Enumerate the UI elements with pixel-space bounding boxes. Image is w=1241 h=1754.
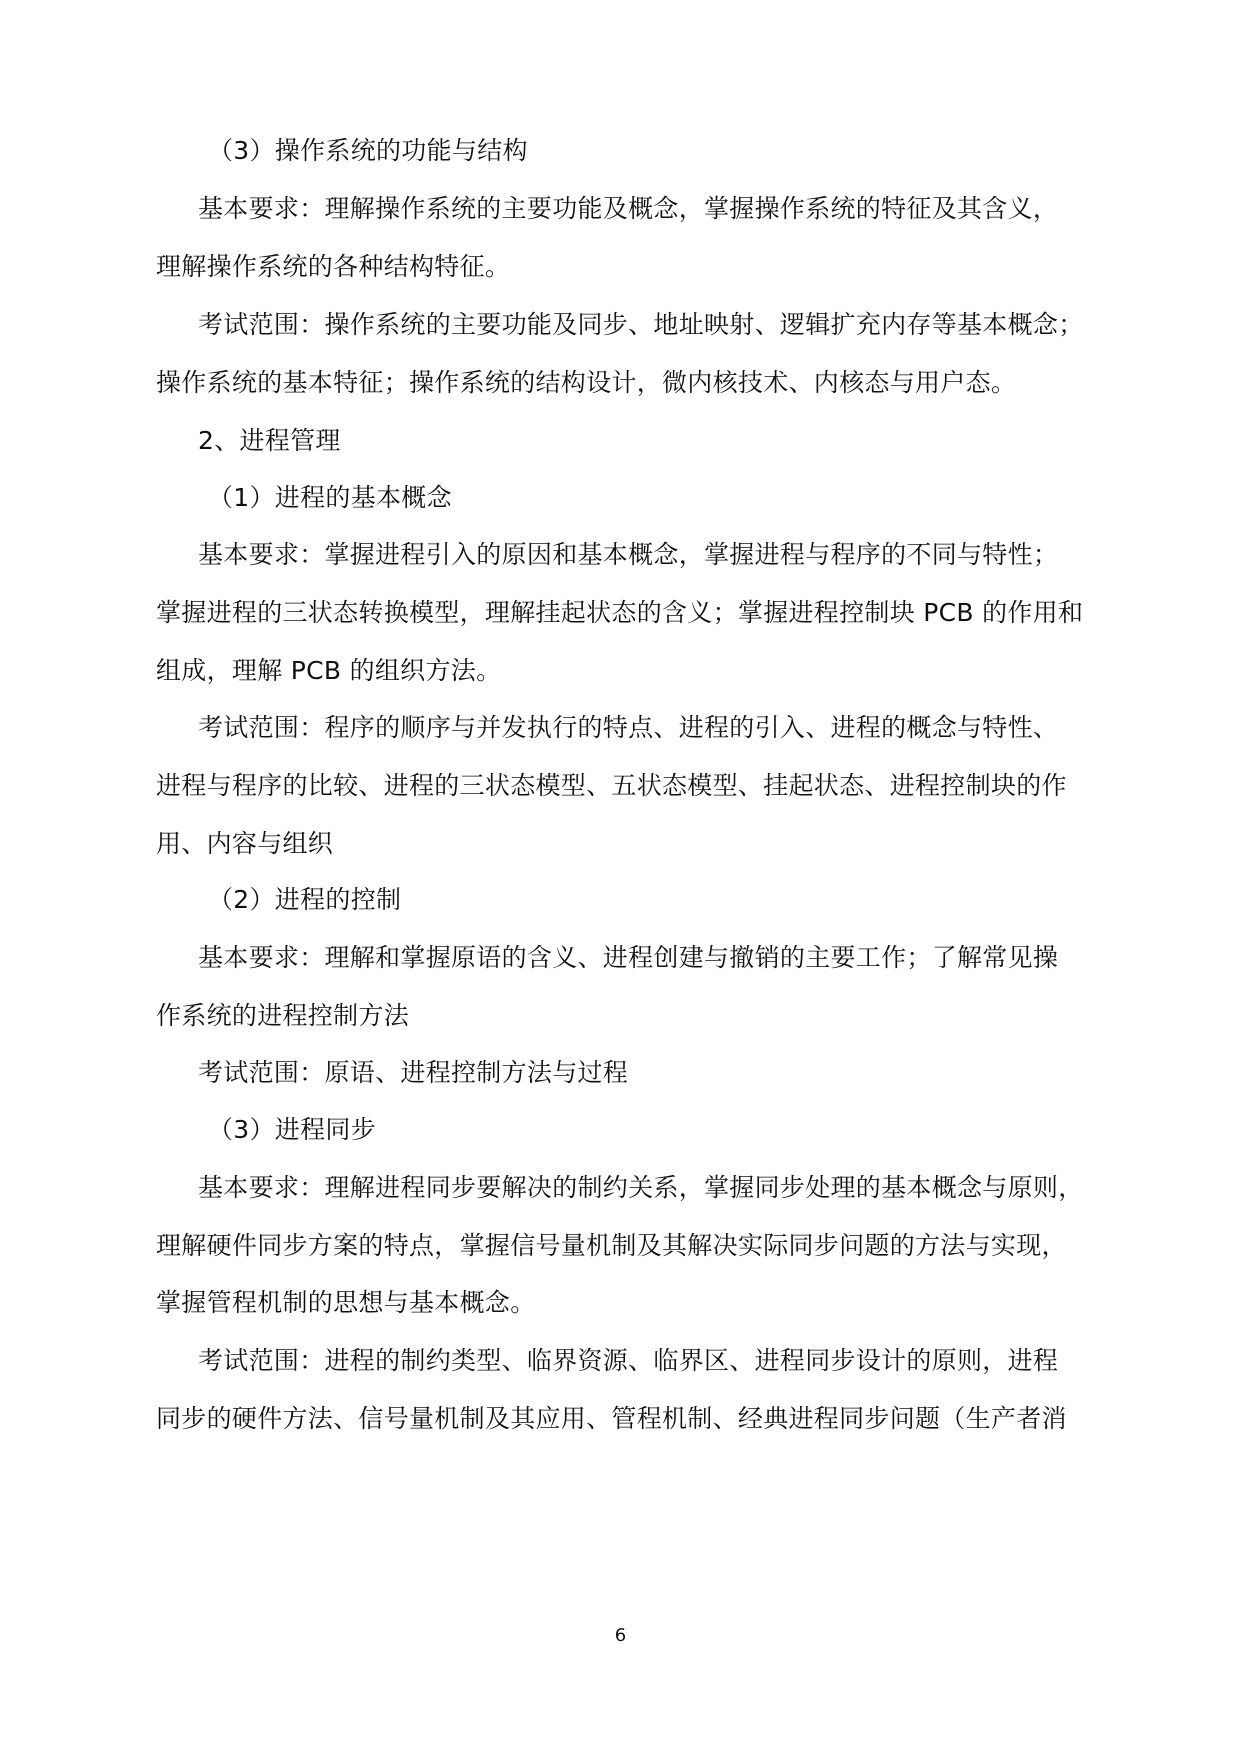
paragraph-line: 理解硬件同步方案的特点，掌握信号量机制及其解决实际同步问题的方法与实现， (156, 1231, 1067, 1260)
paragraph-line: 作系统的进程控制方法 (156, 1001, 410, 1030)
paragraph-line: 用、内容与组织 (156, 829, 334, 858)
paragraph-line: 掌握进程的三状态转换模型，理解挂起状态的含义；掌握进程控制块 PCB 的作用和 (156, 598, 1084, 627)
heading-process-control: （2）进程的控制 (208, 885, 402, 914)
heading-process-basic-concepts: （1）进程的基本概念 (208, 483, 452, 512)
paragraph-line: 理解操作系统的各种结构特征。 (156, 252, 511, 281)
paragraph-line: 组成，理解 PCB 的组织方法。 (156, 656, 502, 685)
paragraph-line: 考试范围：操作系统的主要功能及同步、地址映射、逻辑扩充内存等基本概念； (198, 310, 1084, 339)
paragraph-line: 进程与程序的比较、进程的三状态模型、五状态模型、挂起状态、进程控制块的作 (156, 771, 1067, 800)
paragraph-line: 基本要求：理解操作系统的主要功能及概念，掌握操作系统的特征及其含义， (198, 194, 1059, 223)
paragraph-line: 掌握管程机制的思想与基本概念。 (156, 1288, 536, 1317)
paragraph-line: 基本要求：理解和掌握原语的含义、进程创建与撤销的主要工作；了解常见操 (198, 943, 1059, 972)
paragraph-line: 同步的硬件方法、信号量机制及其应用、管程机制、经典进程同步问题（生产者消 (156, 1404, 1067, 1433)
paragraph-line: 考试范围：程序的顺序与并发执行的特点、进程的引入、进程的概念与特性、 (198, 713, 1059, 742)
heading-os-function-structure: （3）操作系统的功能与结构 (208, 136, 528, 165)
page-number: 6 (614, 1625, 627, 1646)
section-heading-process-management: 2、进程管理 (198, 426, 341, 455)
paragraph-line: 基本要求：掌握进程引入的原因和基本概念，掌握进程与程序的不同与特性； (198, 540, 1059, 569)
paragraph-line: 考试范围：进程的制约类型、临界资源、临界区、进程同步设计的原则，进程 (198, 1346, 1059, 1375)
paragraph-line: 操作系统的基本特征；操作系统的结构设计，微内核技术、内核态与用户态。 (156, 368, 1017, 397)
paragraph-line: 基本要求：理解进程同步要解决的制约关系，掌握同步处理的基本概念与原则， (198, 1173, 1084, 1202)
heading-process-synchronization: （3）进程同步 (208, 1115, 377, 1144)
paragraph-line: 考试范围：原语、进程控制方法与过程 (198, 1058, 629, 1087)
